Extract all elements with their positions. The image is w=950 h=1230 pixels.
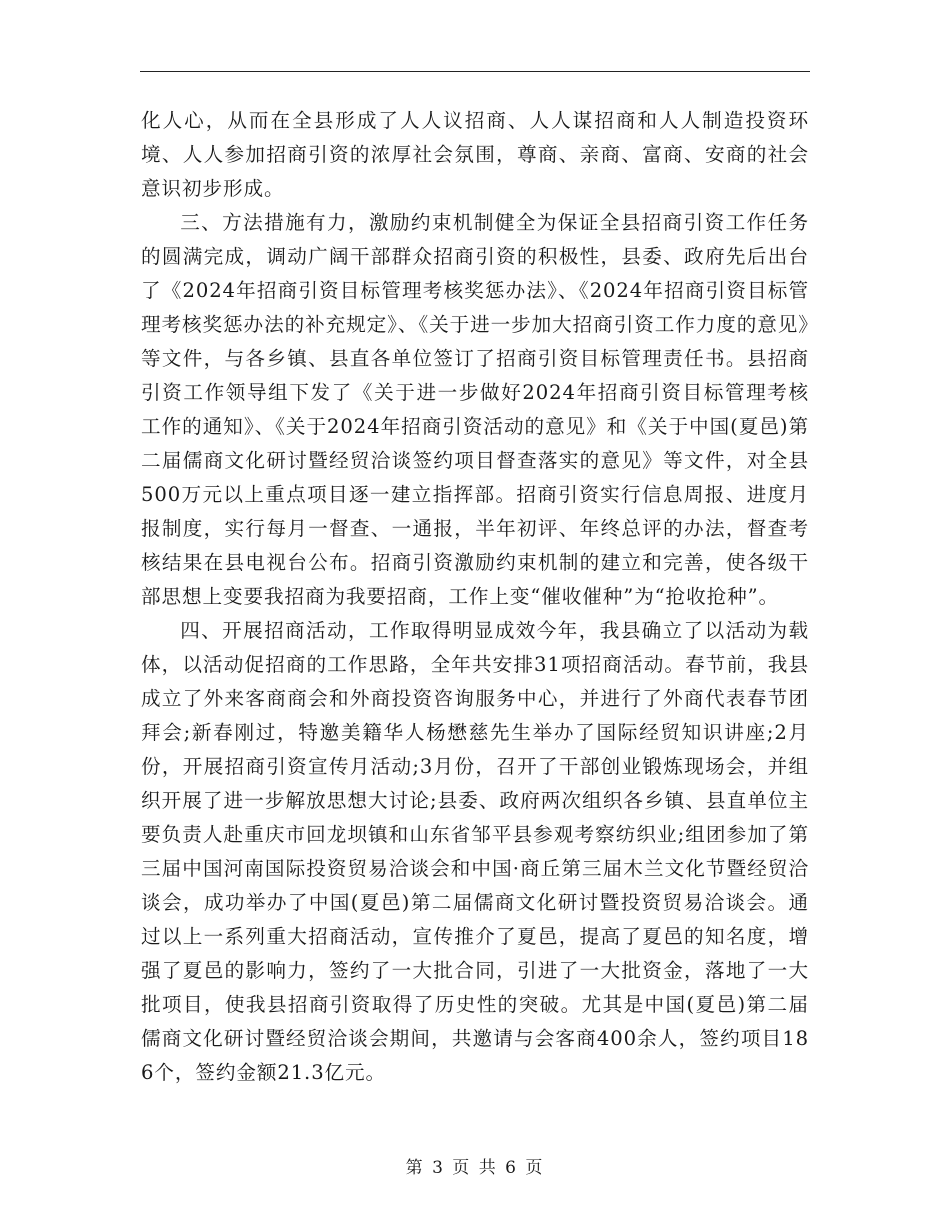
paragraph-section-four: 四、开展招商活动，工作取得明显成效今年，我县确立了以活动为载体，以活动促招商的工作思路，全年共安排31项招商活动。春节前，我县成立了外来客商商会和外商投资咨询服务中心，并进行了外商代表春节团拜会;新春刚过，特邀美籍华人杨懋慈先生举办了国际经贸知识讲座;2月份，开展招商引资宣传月活动;3月份，召开了干部创业锻炼现场会，并组织开展了进一步解放思想大讨论;县委、政府两次组织各乡镇、县直单位主要负责人赴重庆市回龙坝镇和山东省邹平县参观考察纺织业;组团参加了第三届中国河南国际投资贸易洽谈会和中国·商丘第三届木兰文化节暨经贸洽谈会，成功举办了中国(夏邑)第二届儒商文化研讨暨投资贸易洽谈会。通过以上一系列重大招商活动，宣传推介了夏邑，提高了夏邑的知名度，增强了夏邑的影响力，签约了一大批合同，引进了一大批资金，落地了一大批项目，使我县招商引资取得了历史性的突破。尤其是中国(夏邑)第二届儒商文化研讨暨经贸洽谈会期间，共邀请与会客商400余人，签约项目186个，签约金额21.3亿元。 xyxy=(141,619,809,1084)
paragraph-section-three: 三、方法措施有力，激励约束机制健全为保证全县招商引资工作任务的圆满完成，调动广阔干部群众招商引资的积极性，县委、政府先后出台了《2024年招商引资目标管理考核奖惩办法》、《2024年招商引资目标管理考核奖惩办法的补充规定》、《关于进一步加大招商引资工作力度的意见》等文件，与各乡镇、县直各单位签订了招商引资目标管理责任书。县招商引资工作领导组下发了《关于进一步做好2024年招商引资目标管理考核工作的通知》、《关于2024年招商引资活动的意见》和《关于中国(夏邑)第二届儒商文化研讨暨经贸洽谈签约项目督查落实的意见》等文件，对全县500万元以上重点项目逐一建立指挥部。招商引资实行信息周报、进度月报制度，实行每月一督查、一通报，半年初评、年终总评的办法，督查考核结果在县电视台公布。招商引资激励约束机制的建立和完善，使各级干部思想上变要我招商为我要招商，工作上变“催收催种”为“抢收抢种”。 xyxy=(141,211,809,608)
document-body xyxy=(141,104,809,1090)
page-number: 第 3 页 共 6 页 xyxy=(405,1158,545,1178)
header-rule xyxy=(140,71,810,72)
paragraph-continuation: 化人心，从而在全县形成了人人议招商、人人谋招商和人人制造投资环境、人人参加招商引资的浓厚社会氛围，尊商、亲商、富商、安商的社会意识初步形成。 xyxy=(141,109,809,200)
